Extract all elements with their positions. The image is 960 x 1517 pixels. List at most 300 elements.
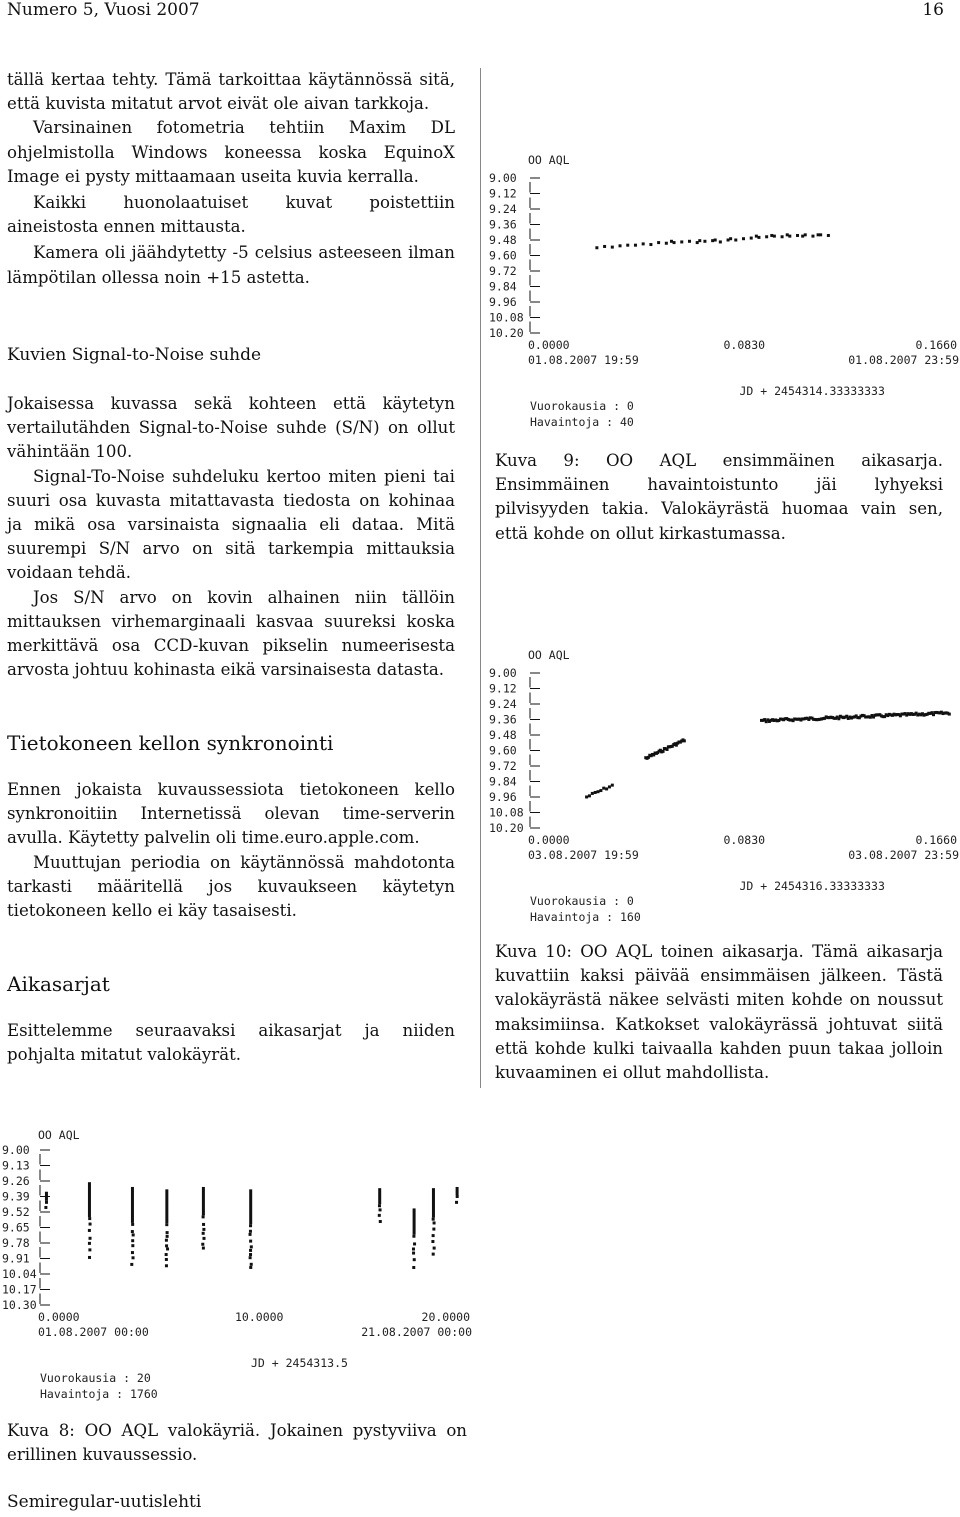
data-point: [432, 1228, 435, 1231]
y-tick-label: 9.84: [489, 774, 517, 789]
y-tick-label: 9.72: [489, 759, 517, 773]
y-tick-label: 9.84: [489, 279, 517, 294]
y-tick-label: 9.96: [489, 295, 517, 309]
data-point: [432, 1218, 435, 1221]
data-point: [842, 716, 845, 719]
data-point: [799, 719, 802, 722]
data-point: [132, 1233, 135, 1236]
data-point: [834, 717, 837, 720]
data-point: [131, 1251, 134, 1254]
data-point: [599, 789, 602, 792]
data-point: [885, 713, 888, 716]
data-point: [455, 1201, 458, 1204]
data-point: [859, 715, 862, 718]
data-point: [825, 715, 828, 718]
data-point: [875, 713, 878, 716]
data-point: [874, 714, 877, 717]
data-point: [647, 756, 650, 759]
data-point: [714, 239, 717, 242]
data-point: [919, 713, 922, 716]
data-point: [433, 1247, 436, 1250]
y-tick-label: 9.00: [489, 666, 517, 680]
data-point: [826, 716, 829, 719]
data-point: [588, 794, 591, 797]
data-point: [905, 714, 908, 717]
x-tick-label: 10.0000: [235, 1310, 284, 1324]
data-point: [776, 719, 779, 722]
paragraph: Signal-To-Noise suhdeluku kertoo miten pieni tai suuri osa kuvasta mitattavasta tiedosta on kohinaa ja mikä osa varsinaista signaalia eli dataa. Mitä suurempi S/N arvo on sitä tarkempia mittauksia voidaan tehdä.: [7, 466, 455, 583]
data-point: [924, 713, 927, 716]
data-point: [696, 241, 699, 244]
data-point: [828, 716, 831, 719]
data-point: [822, 717, 825, 720]
data-point: [940, 711, 943, 714]
data-point: [827, 234, 830, 237]
data-point: [249, 1253, 252, 1256]
section-heading-clock: Tietokoneen kellon synkronointi: [7, 731, 334, 755]
data-point: [45, 1201, 48, 1204]
observations-info: Havaintoja : 160: [530, 910, 641, 924]
date-start-label: 03.08.2007 19:59: [528, 848, 639, 862]
paragraph: Kamera oli jäähdytetty -5 celsius asteeseen ilman lämpötilan ollessa noin +15 astetta.: [7, 243, 455, 287]
data-point: [840, 716, 843, 719]
data-point: [201, 1243, 204, 1246]
data-point: [650, 754, 653, 757]
section-timeseries-text: [7, 1019, 455, 1067]
y-tick-label: 9.39: [2, 1189, 30, 1204]
data-point: [250, 1245, 253, 1248]
data-point: [378, 1204, 381, 1207]
data-point: [886, 714, 889, 717]
data-point: [674, 742, 677, 745]
data-point: [431, 1240, 434, 1243]
data-point: [923, 714, 926, 717]
figure-10-caption: Kuva 10: OO AQL toinen aikasarja. Tämä aikasarja kuvattiin kaksi päivää ensimmäisen jälkeen. Tästä valokäyrästä näkee selvästi miten kohde on noussut maksimiinsa. Katkokset valokäyrässä johtuvat siitä että kohde kulki taivaalla kahden puun takaa jolloin kuvaaminen ei ollut mahdollista.: [495, 942, 943, 1083]
x-tick-label: 0.0000: [528, 338, 570, 352]
data-point: [869, 716, 872, 719]
data-point: [937, 711, 940, 714]
data-point: [131, 1230, 134, 1233]
data-point: [703, 240, 706, 243]
data-point: [853, 715, 856, 718]
data-point: [837, 717, 840, 720]
data-point: [866, 715, 869, 718]
data-point: [664, 747, 667, 750]
data-point: [698, 239, 701, 242]
data-point: [880, 714, 883, 717]
data-point: [870, 714, 873, 717]
data-point: [165, 1264, 168, 1267]
data-point: [165, 1258, 168, 1261]
data-point: [666, 748, 669, 751]
data-point: [249, 1240, 252, 1243]
data-point: [926, 713, 929, 716]
data-point: [844, 716, 847, 719]
data-point: [894, 713, 897, 716]
data-point: [742, 237, 745, 240]
chart-title: OO AQL: [38, 1128, 80, 1142]
data-point: [412, 1252, 415, 1255]
data-point: [619, 244, 622, 247]
data-point: [852, 716, 855, 719]
data-point: [831, 716, 834, 719]
intro-text: [7, 68, 455, 290]
data-point: [815, 718, 818, 721]
data-point: [659, 749, 662, 752]
data-point: [829, 716, 832, 719]
section-sn-text: [7, 392, 455, 682]
paragraph: Ennen jokaista kuvaussessiota tietokoneen kello synkronoitiin Internetissä olevan time-serverin avulla. Käytetty palvelin oli time.euro.apple.com.: [7, 780, 455, 848]
data-point: [654, 752, 657, 755]
data-point: [904, 712, 907, 715]
data-point: [89, 1237, 92, 1240]
data-point: [893, 713, 896, 716]
paragraph: Jokaisessa kuvassa sekä kohteen että käytetyn vertailutähden Signal-to-Noise suhde (S/N) on ollut vähintään 100.: [7, 394, 455, 462]
data-point: [861, 714, 864, 717]
data-point: [670, 240, 673, 243]
chart-title: OO AQL: [528, 648, 570, 662]
data-point: [818, 718, 821, 721]
data-point: [809, 716, 812, 719]
data-point: [166, 1235, 169, 1238]
data-point: [804, 233, 807, 236]
y-tick-label: 9.48: [489, 233, 517, 247]
data-point: [166, 1247, 169, 1250]
y-tick-label: 9.12: [489, 186, 517, 201]
data-point: [817, 718, 820, 721]
data-point: [918, 713, 921, 716]
data-point: [660, 750, 663, 753]
data-point: [412, 1235, 415, 1238]
data-point: [734, 239, 737, 242]
y-tick-label: 9.13: [2, 1158, 30, 1173]
data-point: [769, 719, 772, 722]
jd-label: JD + 2454314.33333333: [739, 384, 885, 398]
data-point: [770, 234, 773, 237]
data-point: [889, 713, 892, 716]
data-point: [657, 241, 660, 244]
data-point: [432, 1234, 435, 1237]
data-point: [611, 784, 614, 787]
data-point: [131, 1244, 134, 1247]
paragraph: Esittelemme seuraavaksi aikasarjat ja niiden pohjalta mitatut valokäyrät.: [7, 1021, 455, 1065]
data-point: [648, 754, 651, 757]
data-point: [916, 714, 919, 717]
data-point: [676, 742, 679, 745]
data-point: [433, 1221, 436, 1224]
data-point: [591, 792, 594, 795]
data-point: [777, 719, 780, 722]
data-point: [655, 752, 658, 755]
data-point: [202, 1232, 205, 1235]
data-point: [88, 1217, 91, 1220]
data-point: [603, 245, 606, 248]
data-point: [896, 713, 899, 716]
date-start-label: 01.08.2007 00:00: [38, 1325, 149, 1339]
data-point: [781, 718, 784, 721]
data-point: [165, 1223, 168, 1226]
data-point: [763, 718, 766, 721]
data-point: [662, 750, 665, 753]
y-tick-label: 9.48: [489, 728, 517, 742]
data-point: [688, 240, 691, 243]
data-point: [642, 242, 645, 245]
data-point: [757, 236, 760, 239]
data-point: [812, 718, 815, 721]
data-point: [682, 738, 685, 741]
data-point: [765, 720, 768, 723]
data-point: [667, 745, 670, 748]
data-point: [412, 1266, 415, 1269]
data-point: [165, 1239, 168, 1242]
data-point: [867, 715, 870, 718]
data-point: [872, 716, 875, 719]
jd-label: JD + 2454316.33333333: [739, 879, 885, 893]
y-tick-label: 9.72: [489, 264, 517, 278]
y-tick-label: 10.20: [489, 821, 524, 835]
data-point: [836, 716, 839, 719]
data-point: [672, 743, 675, 746]
data-point: [891, 714, 894, 717]
data-point: [432, 1253, 435, 1256]
data-point: [796, 718, 799, 721]
y-tick-label: 9.24: [489, 697, 517, 711]
data-point: [668, 745, 671, 748]
data-point: [848, 716, 851, 719]
data-point: [773, 235, 776, 238]
data-point: [907, 712, 910, 715]
data-point: [132, 1256, 135, 1259]
data-point: [611, 246, 614, 249]
footer-publication: Semiregular-uutislehti: [7, 1492, 202, 1512]
y-tick-label: 9.52: [2, 1205, 30, 1219]
data-point: [882, 715, 885, 718]
date-end-label: 03.08.2007 23:59: [848, 848, 959, 862]
data-point: [793, 717, 796, 720]
data-point: [798, 718, 801, 721]
y-tick-label: 10.08: [489, 310, 524, 325]
data-point: [771, 718, 774, 721]
data-point: [88, 1229, 91, 1232]
data-point: [249, 1233, 252, 1236]
data-point: [946, 712, 949, 715]
data-point: [670, 745, 673, 748]
y-tick-label: 9.78: [2, 1236, 30, 1250]
data-point: [779, 718, 782, 721]
data-point: [413, 1258, 416, 1261]
data-point: [877, 713, 880, 716]
data-point: [760, 719, 763, 722]
data-point: [806, 717, 809, 720]
data-point: [608, 785, 611, 788]
data-point: [915, 712, 918, 715]
data-point: [888, 713, 891, 716]
y-tick-label: 10.20: [489, 326, 524, 340]
data-point: [727, 239, 730, 242]
data-point: [88, 1242, 91, 1245]
section-heading-sn: Kuvien Signal-to-Noise suhde: [7, 345, 262, 365]
data-point: [823, 717, 826, 720]
data-point: [804, 717, 807, 720]
figure-9-caption: Kuva 9: OO AQL ensimmäinen aikasarja. Ensimmäinen havaintoistunto jäi lyhyeksi pilvisyyden takia. Valokäyrästä huomaa vain sen, että kohde on ollut kirkastumassa.: [495, 451, 943, 543]
x-tick-label: 0.0830: [723, 833, 766, 847]
data-point: [249, 1224, 252, 1227]
data-point: [88, 1256, 91, 1259]
data-point: [833, 717, 836, 720]
data-point: [44, 1206, 47, 1209]
data-point: [602, 787, 605, 790]
data-point: [786, 233, 789, 236]
data-point: [680, 240, 683, 243]
data-point: [379, 1220, 382, 1223]
data-point: [845, 715, 848, 718]
y-tick-label: 9.65: [2, 1220, 30, 1235]
data-point: [801, 717, 804, 720]
data-point: [644, 756, 647, 759]
days-info: Vuorokausia : 0: [530, 399, 634, 413]
y-tick-label: 9.96: [489, 790, 517, 804]
data-point: [927, 712, 930, 715]
data-point: [649, 243, 652, 246]
data-point: [594, 791, 597, 794]
data-point: [899, 714, 902, 717]
data-point: [817, 233, 820, 236]
data-point: [910, 712, 913, 715]
data-point: [250, 1263, 253, 1266]
x-tick-label: 0.0000: [528, 833, 570, 847]
data-point: [651, 753, 654, 756]
data-point: [131, 1239, 134, 1242]
data-point: [790, 718, 793, 721]
x-tick-label: 0.1660: [915, 833, 957, 847]
data-point: [788, 235, 791, 238]
data-point: [249, 1256, 252, 1259]
data-point: [792, 719, 795, 722]
data-point: [811, 717, 814, 720]
y-tick-label: 9.24: [489, 202, 517, 216]
data-point: [847, 717, 850, 720]
data-point: [883, 715, 886, 718]
data-point: [679, 741, 682, 744]
data-point: [773, 719, 776, 722]
x-tick-label: 20.0000: [421, 1310, 470, 1324]
y-tick-label: 9.00: [489, 171, 517, 185]
data-point: [938, 711, 941, 714]
data-point: [166, 1231, 169, 1234]
y-tick-label: 10.08: [489, 805, 524, 820]
data-point: [781, 235, 784, 238]
data-point: [801, 235, 804, 238]
data-point: [634, 244, 637, 247]
data-point: [785, 717, 788, 720]
data-point: [935, 711, 938, 714]
data-point: [671, 745, 674, 748]
data-point: [921, 712, 924, 715]
data-point: [202, 1228, 205, 1231]
data-point: [803, 717, 806, 720]
y-tick-label: 9.36: [489, 712, 517, 727]
data-point: [656, 751, 659, 754]
data-point: [165, 1253, 168, 1256]
data-point: [897, 713, 900, 716]
data-point: [774, 718, 777, 721]
data-point: [941, 712, 944, 715]
column-divider: [480, 68, 481, 1088]
data-point: [719, 240, 722, 243]
data-point: [675, 744, 678, 747]
data-point: [913, 713, 916, 716]
date-end-label: 01.08.2007 23:59: [848, 353, 959, 367]
data-point: [585, 795, 588, 798]
y-tick-label: 9.12: [489, 681, 517, 696]
data-point: [678, 740, 681, 743]
data-point: [658, 750, 661, 753]
paragraph: tällä kertaa tehty. Tämä tarkoittaa käytännössä sitä, että kuvista mitatut arvot eivät ole aivan tarkkoja.: [7, 70, 455, 114]
data-point: [89, 1223, 92, 1226]
chart-title: OO AQL: [528, 153, 570, 167]
data-point: [378, 1214, 381, 1217]
data-point: [766, 718, 769, 721]
date-end-label: 21.08.2007 00:00: [361, 1325, 472, 1339]
data-point: [807, 718, 810, 721]
y-tick-label: 9.26: [2, 1174, 30, 1188]
data-point: [948, 713, 951, 716]
data-point: [729, 237, 732, 240]
y-tick-label: 10.17: [2, 1282, 37, 1297]
y-tick-label: 10.04: [2, 1267, 37, 1281]
data-point: [863, 714, 866, 717]
data-point: [932, 713, 935, 716]
data-point: [413, 1242, 416, 1245]
data-point: [768, 720, 771, 723]
data-point: [456, 1195, 459, 1198]
data-point: [930, 711, 933, 714]
running-header-left: Numero 5, Vuosi 2007: [7, 0, 200, 20]
data-point: [765, 235, 768, 238]
paragraph: Kaikki huonolaatuiset kuvat poistettiin aineistosta ennen mittausta.: [7, 193, 455, 237]
days-info: Vuorokausia : 0: [530, 894, 634, 908]
data-point: [788, 719, 791, 722]
data-point: [855, 714, 858, 717]
data-point: [820, 717, 823, 720]
data-point: [249, 1249, 252, 1252]
paragraph: Varsinainen fotometria tehtiin Maxim DL ohjelmistolla Windows koneessa koska EquinoX Image ei pysty mittaamaan useita kuvia kerralla.: [7, 118, 455, 186]
data-point: [88, 1248, 91, 1251]
days-info: Vuorokausia : 20: [40, 1371, 151, 1385]
data-point: [795, 718, 798, 721]
y-tick-label: 9.00: [2, 1143, 30, 1157]
paragraph: Jos S/N arvo on kovin alhainen niin tällöin mittauksen virhemarginaali kasvaa suureksi koska merkittävä osa CCD-kuvan pikselin numeerisesta arvosta johtuu kohinasta eikä varsinaisesta datasta.: [7, 587, 455, 680]
data-point: [878, 713, 881, 716]
data-point: [249, 1230, 252, 1233]
data-point: [762, 719, 765, 722]
section-clock-text: [7, 778, 455, 923]
data-point: [626, 244, 629, 247]
y-tick-label: 10.30: [2, 1298, 37, 1312]
data-point: [864, 716, 867, 719]
jd-label: JD + 2454313.5: [251, 1356, 348, 1370]
data-point: [249, 1266, 252, 1269]
data-point: [379, 1208, 382, 1211]
data-point: [131, 1223, 134, 1226]
data-point: [902, 713, 905, 716]
observations-info: Havaintoja : 1760: [40, 1387, 158, 1401]
date-start-label: 01.08.2007 19:59: [528, 353, 639, 367]
data-point: [605, 787, 608, 790]
data-point: [202, 1237, 205, 1240]
data-point: [929, 712, 932, 715]
data-point: [202, 1247, 205, 1250]
